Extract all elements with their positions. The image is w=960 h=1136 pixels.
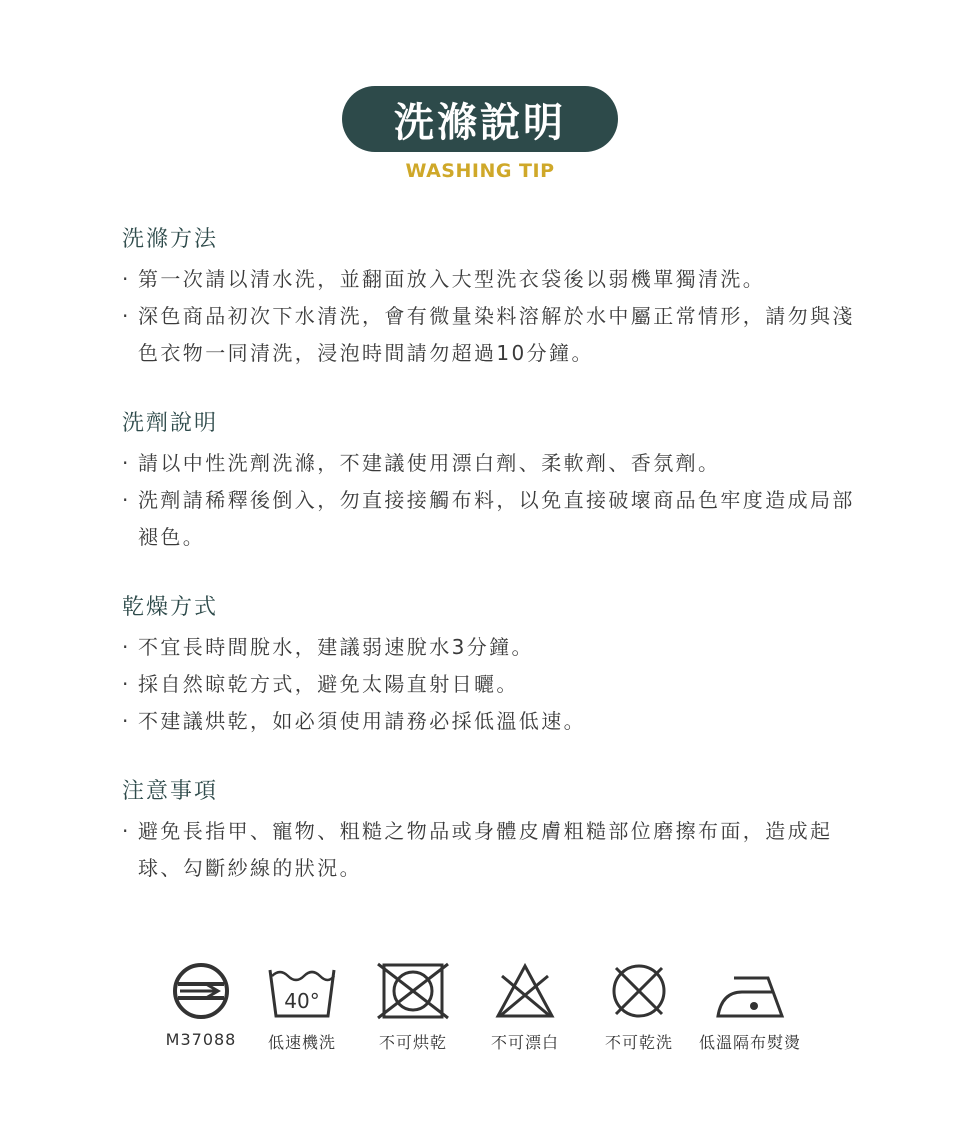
section-title: 注意事項: [122, 779, 219, 804]
wash-temp: 40°: [284, 989, 320, 1013]
bullet: ·: [122, 709, 131, 733]
no-dry-clean-icon: [608, 962, 670, 1020]
list-item: [122, 445, 862, 482]
bullet: ·: [122, 635, 131, 659]
list-item: [122, 482, 862, 556]
bullet: ·: [122, 451, 131, 475]
section-title: 乾燥方式: [122, 595, 219, 620]
item-text: 深色商品初次下水清洗，會有微量染料溶解於水中屬正常情形，請勿與淺色衣物一同清洗，浸泡時間請勿超過10分鐘。: [138, 304, 855, 365]
iron-low-icon: [716, 962, 786, 1020]
icon-label: 不可乾洗: [604, 1033, 674, 1052]
bullet: ·: [122, 304, 131, 328]
item-text: 採自然晾乾方式，避免太陽直射日曬。: [138, 672, 519, 696]
page-title: 洗滌說明: [394, 99, 566, 146]
item-text: 不建議烘乾，如必須使用請務必採低溫低速。: [138, 709, 586, 733]
item-text: 不宜長時間脫水，建議弱速脫水3分鐘。: [138, 635, 534, 659]
list-item: [122, 629, 862, 666]
list-item: [122, 813, 862, 887]
list-item: [122, 703, 862, 740]
certification-mark-icon: [172, 962, 230, 1020]
wash-40-icon: [268, 962, 336, 1020]
icon-label: 不可烘乾: [378, 1033, 448, 1052]
title-badge: [342, 86, 618, 152]
list-item: [122, 666, 862, 703]
list-item: [122, 298, 862, 372]
icon-label: M37088: [165, 1030, 237, 1049]
bullet: ·: [122, 267, 131, 291]
section-title: 洗劑說明: [122, 411, 219, 436]
section-detergent: [122, 406, 862, 556]
section-washing-method: [122, 222, 862, 372]
icon-label: 不可漂白: [490, 1033, 560, 1052]
bullet: ·: [122, 819, 131, 843]
no-tumble-dry-icon: [376, 962, 450, 1020]
page-subtitle: WASHING TIP: [405, 160, 555, 182]
bullet: ·: [122, 672, 131, 696]
list-item: [122, 261, 862, 298]
item-text: 第一次請以清水洗，並翻面放入大型洗衣袋後以弱機單獨清洗。: [138, 267, 766, 291]
no-bleach-icon: [494, 962, 556, 1020]
section-drying: [122, 590, 862, 740]
bullet: ·: [122, 488, 131, 512]
icon-label: 低溫隔布熨燙: [698, 1033, 802, 1052]
icon-label: 低速機洗: [267, 1033, 337, 1052]
section-title: 洗滌方法: [122, 227, 219, 252]
section-notes: [122, 774, 862, 887]
item-text: 請以中性洗劑洗滌，不建議使用漂白劑、柔軟劑、香氛劑。: [138, 451, 721, 475]
item-text: 避免長指甲、寵物、粗糙之物品或身體皮膚粗糙部位磨擦布面，造成起球、勾斷紗線的狀況。: [138, 819, 833, 880]
care-icons-row: [0, 962, 960, 1062]
item-text: 洗劑請稀釋後倒入，勿直接接觸布料，以免直接破壞商品色牢度造成局部褪色。: [138, 488, 855, 549]
